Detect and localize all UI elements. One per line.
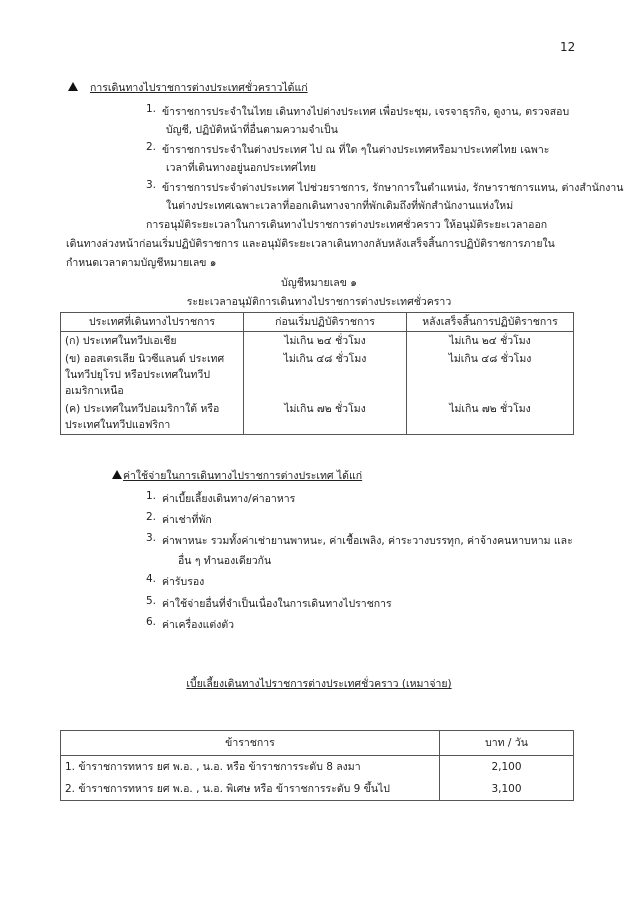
table-cell: ไม่เกิน ๒๔ ชั่วโมง <box>407 332 574 351</box>
approval-period-table <box>60 312 574 435</box>
page-number: 12 <box>560 40 576 54</box>
table-header: บาท / วัน <box>440 731 574 756</box>
table-cell: 3,100 <box>440 778 574 801</box>
table-header: ข้าราชการ <box>61 731 440 756</box>
country-line: อเมริกาเหนือ <box>65 385 124 397</box>
s1-item-line2: เวลาที่เดินทางอยู่นอกประเทศไทย <box>166 162 317 174</box>
s1-item-line2: บัญชี, ปฏิบัติหน้าที่อื่นตามความจำเป็น <box>166 124 338 136</box>
s2-item-num: 3. <box>146 532 157 544</box>
table-cell <box>61 332 244 351</box>
country-line: (ก) ประเทศในทวีปเอเชีย <box>65 335 177 347</box>
section2-heading: ค่าใช้จ่ายในการเดินทางไปราชการต่างประเทศ ได้แก่ <box>123 470 363 482</box>
table1-title: บัญชีหมายเลข ๑ <box>281 277 357 289</box>
s1-item-line1: ข้าราชการประจำต่างประเทศ ไปช่วยราชการ, รักษาการในตำแหน่ง, รักษาราชการแทน, ต่างสำนักงาน <box>162 182 624 194</box>
s2-item-text: ค่าเช่าที่พัก <box>162 514 212 526</box>
table-cell: ไม่เกิน ๔๘ ชั่วโมง <box>407 350 574 400</box>
table-header: ก่อนเริ่มปฏิบัติราชการ <box>244 313 407 332</box>
s1-item-line1: ข้าราชการประจำในต่างประเทศ ไป ณ ที่ใด ๆในต่างประเทศหรือมาประเทศไทย เฉพาะ <box>162 144 550 156</box>
s2-item-text-cont: อื่น ๆ ทำนองเดียวกัน <box>178 555 272 567</box>
s2-item-num: 1. <box>146 490 157 502</box>
table-header-row <box>61 313 574 332</box>
country-line: (ข) ออสเตรเลีย นิวซีแลนด์ ประเทศ <box>65 353 225 365</box>
table-cell: 2. ข้าราชการทหาร ยศ พ.อ. , น.อ. พิเศษ หรือ ข้าราชการระดับ 9 ขึ้นไป <box>61 778 440 801</box>
table1-subtitle: ระยะเวลาอนุมัติการเดินทางไปราชการต่างประเทศชั่วคราว <box>186 296 452 308</box>
table-cell: ไม่เกิน ๒๔ ชั่วโมง <box>244 332 407 351</box>
s2-item-text: ค่าเครื่องแต่งตัว <box>162 619 235 631</box>
country-line: (ค) ประเทศในทวีปอเมริกาใต้ หรือ <box>65 403 220 415</box>
table-header-row <box>61 731 574 756</box>
s1-paragraph-line: การอนุมัติระยะเวลาในการเดินทางไปราชการต่างประเทศชั่วคราว ให้อนุมัติระยะเวลาออก <box>146 219 548 231</box>
triangle-bullet-icon <box>112 470 122 479</box>
table-cell <box>61 400 244 435</box>
s2-item-num: 5. <box>146 595 157 607</box>
s2-item-text: ค่าเบี้ยเลี้ยงเดินทาง/ค่าอาหาร <box>162 493 296 505</box>
s1-item-line2: ในต่างประเทศเฉพาะเวลาที่ออกเดินทางจากที่พักเดิมถึงที่พักสำนักงานแห่งใหม่ <box>166 200 514 212</box>
table-header: ประเทศที่เดินทางไปราชการ <box>61 313 244 332</box>
allowance-table <box>60 730 574 801</box>
table-cell: ไม่เกิน ๗๒ ชั่วโมง <box>407 400 574 435</box>
table-cell <box>61 350 244 400</box>
s2-item-text: ค่าใช้จ่ายอื่นที่จำเป็นเนื่องในการเดินทางไปราชการ <box>162 598 392 610</box>
s1-paragraph-line: กำหนดเวลาตามบัญชีหมายเลข ๑ <box>66 257 217 269</box>
s2-item-text: ค่ารับรอง <box>162 576 205 588</box>
table-header: หลังเสร็จสิ้นการปฏิบัติราชการ <box>407 313 574 332</box>
triangle-bullet-icon <box>68 82 78 91</box>
s2-item-num: 4. <box>146 573 157 585</box>
table-row <box>61 400 574 435</box>
table-row <box>61 350 574 400</box>
table-cell: 2,100 <box>440 756 574 779</box>
table-cell: 1. ข้าราชการทหาร ยศ พ.อ. , น.อ. หรือ ข้าราชการระดับ 8 ลงมา <box>61 756 440 779</box>
s2-item-text: ค่าพาหนะ รวมทั้งค่าเช่ายานพาหนะ, ค่าเชื้อเพลิง, ค่าระวางบรรทุก, ค่าจ้างคนหาบหาม และ <box>162 535 573 547</box>
s1-paragraph-line: เดินทางล่วงหน้าก่อนเริ่มปฏิบัติราชการ และอนุมัติระยะเวลาเดินทางกลับหลังเสร็จสิ้นการปฏิบัติราชการภายใน <box>66 238 555 250</box>
country-line: ประเทศในทวีปแอฟริกา <box>65 419 171 431</box>
s1-item-num: 1. <box>146 103 157 115</box>
s2-item-num: 6. <box>146 616 157 628</box>
table-row <box>61 756 574 779</box>
table-row <box>61 332 574 351</box>
section1-heading: การเดินทางไปราชการต่างประเทศชั่วคราวได้แก่ <box>90 82 308 94</box>
s2-item-num: 2. <box>146 511 157 523</box>
table-cell: ไม่เกิน ๗๒ ชั่วโมง <box>244 400 407 435</box>
country-line: ในทวีปยุโรป หรือประเทศในทวีป <box>65 369 210 381</box>
table-row <box>61 778 574 801</box>
s1-item-num: 3. <box>146 179 157 191</box>
s1-item-num: 2. <box>146 141 157 153</box>
s1-item-line1: ข้าราชการประจำในไทย เดินทางไปต่างประเทศ เพื่อประชุม, เจรจาธุรกิจ, ดูงาน, ตรวจสอบ <box>162 106 570 118</box>
section3-heading: เบี้ยเลี้ยงเดินทางไปราชการต่างประเทศชั่วคราว (เหมาจ่าย) <box>186 678 452 690</box>
table-cell: ไม่เกิน ๔๘ ชั่วโมง <box>244 350 407 400</box>
